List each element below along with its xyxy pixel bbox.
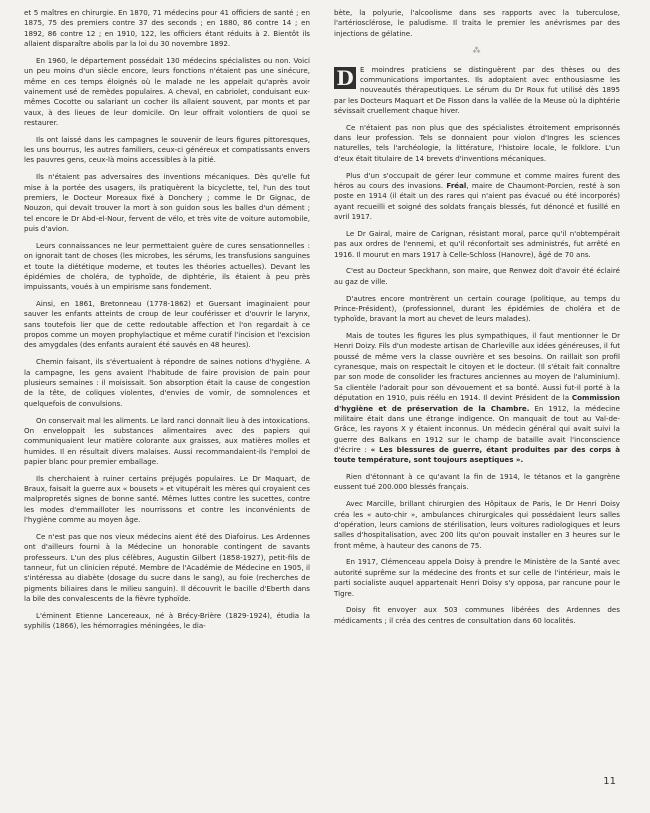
paragraph: En 1917, Clémenceau appela Doisy à prendre le Ministère de la Santé avec autorité suprême sur la médecine des fronts et sur celle de l'intérieur, mais le parti socialiste auquel appartenait Henri Doisy s'y opposa, par rancune pour le Tigre. bbox=[334, 557, 620, 598]
paragraph: Doisy fit envoyer aux 503 communes libérées des Ardennes des médicaments ; il créa des centres de consultation dans 60 localités. bbox=[334, 605, 620, 625]
paragraph: et 5 maîtres en chirurgie. En 1870, 71 médecins pour 41 officiers de santé ; en 1875, 75 des premiers contre 37 des seconds ; en 1880, 86 contre 14 ; en 1892, 86 contre 12 ; en 1910, 122, les officiers étant réduits à 2. Bientôt ils allaient disparaître abolis par la loi du 30 novembre 1892. bbox=[24, 8, 310, 49]
dropcap-text: E moindres praticiens se distinguèrent par des thèses ou des communications importantes. Ils adoptaient avec enthousiasme les nouveautés thérapeutiques. Le sérum du Dr Roux fut utilisé dès 1895 par les Docteurs Maquart et De Fisson dans la vallée de la Meuse où la diphtérie sévissait cruellement chaque hiver. bbox=[334, 64, 620, 115]
paragraph: Leurs connaissances ne leur permettaient guère de cures sensationnelles : on ignorait tant de choses (les microbes, les sérums, les transfusions sanguines et toute la diététique moderne, et toutes les théories actuelles). Devant les épidémies de choléra, de typhoïde, de diphtérie, ils étaient à peu près impuissants, voués à un empirisme sans fondement. bbox=[24, 240, 310, 292]
paragraph: Ils cherchaient à ruiner certains préjugés populaires. Le Dr Maquart, de Braux, faisait la guerre aux « bousets » et vitupérait les mères qui croyaient ces malpropretés signes de bonne santé. Mêmes luttes contre les sucettes, contre les modes d'emmailloter les nourrissons et contre les inconvénients de l'hygiène comme au moyen âge. bbox=[24, 473, 310, 525]
paragraph: Rien d'étonnant à ce qu'avant la fin de 1914, le tétanos et la gangrène eussent tué 200.000 blessés français. bbox=[334, 472, 620, 492]
paragraph: Ils n'étaient pas adversaires des inventions mécaniques. Dès qu'elle fut mise à la portée des usagers, ils pratiquèrent la bicyclette, tel, l'un des tout premiers, le Docteur Moreaux fixé à Donchery ; comme le Dr Gignac, de Nouzon, qui devait trouver la mort à son guidon sous les balles d'un dément ; tel encore le Dr Abd-el-Nour, fervent de vélo, et très vite de voiture automobile, puis d'avion. bbox=[24, 172, 310, 234]
paragraph: Ce n'étaient pas non plus que des spécialistes étroitement emprisonnés dans leur profession. Tels se donnaient pour violon d'Ingres les sciences naturelles, tels l'archéologie, la littérature, l'histoire locale, le folklore. L'un d'eux était titulaire de 14 brevets d'inventions mécaniques. bbox=[334, 122, 620, 163]
paragraph: C'est au Docteur Speckhann, son maire, que Renwez doit d'avoir été éclairé au gaz de ville. bbox=[334, 266, 620, 286]
dropcap-paragraph bbox=[334, 65, 620, 117]
paragraph: Avec Marcille, brillant chirurgien des Hôpitaux de Paris, le Dr Henri Doisy créa les « auto-chir », ambulances chirurgicales qui possédaient leurs salles d'opération, leurs camions de stérilisation, leurs voitures radiologiques et leurs salles d'hospitalisation, avec 200 lits qu'on pouvait installer en 3 heures sur le front même, à hauteur des canons de 75. bbox=[334, 499, 620, 550]
paragraph: On conservait mal les aliments. Le lard ranci donnait lieu à des intoxications. On enveloppait les substances alimentaires avec des papiers qui communiquaient leur matière colorante aux graisses, aux matières molles et humides. Il en résultait divers malaises. Aussi recommandaient-ils l'emploi de papier blanc pour premier emballage. bbox=[24, 415, 310, 466]
paragraph: Ce n'est pas que nos vieux médecins aient été des Diafoirus. Les Ardennes ont d'ailleurs fourni à la Médecine un honorable contingent de savants professeurs. L'un des plus célèbres, Augustin Gilbert (1858-1927), petit-fils de tanneur, fut un clinicien réputé. Membre de l'Académie de Médecine en 1905, il s'intéressa au diabète (dosage du sucre dans le sang), au foie (recherches de pigments biliaires dans le milieu sanguin). Il découvrit le bacille d'Eberth dans la bile des convalescents de la fièvre typhoïde. bbox=[24, 531, 310, 604]
paragraph: L'éminent Etienne Lancereaux, né à Brécy-Brière (1829-1924), étudia la syphilis (1866), les hémorragies méningées, le dia- bbox=[24, 610, 310, 631]
paragraph: bète, la polyurie, l'alcoolisme dans ses rapports avec la tuberculose, l'artériosclérose, le paludisme. Il traita le premier les anévrismes par des injections de gélatine. bbox=[334, 8, 620, 38]
paragraph: En 1960, le département possédait 130 médecins spécialistes ou non. Voici un peu moins d'un siècle encore, leurs fonctions n'étaient pas une sinécure, même en ces temps éloignés où le malade ne les appelait qu'après avoir vainement usé de remèdes populaires. A cheval, en cabriolet, conduisant eux-mêmes Cocotte ou salariant un cocher ils allaient souvent, par monts et par vaux, à des lieues de leur domicile. On leur offrait volontiers de quoi se restaurer. bbox=[24, 55, 310, 127]
drop-cap: D bbox=[334, 67, 356, 89]
paragraph: Plus d'un s'occupait de gérer leur commune et comme maires furent des héros au cours des invasions. Fréal, maire de Chaumont-Porcien, resté à son poste en 1914 (il était un des rares qui n'aient pas évacué ou été incorporés) ayant recueilli et soigné des soldats français blessés, fut dénoncé et fusillé en avril 1917. bbox=[334, 170, 620, 221]
section-ornament: ⁂ bbox=[472, 45, 482, 55]
paragraph: Ainsi, en 1861, Bretonneau (1778-1862) et Guersant imaginaient pour sauver les enfants atteints de croup de leur couférisser et d'ouvrir le larynx, sans toutefois lier que de cette redoutable affection et l'on regardait à ce propos comme un moyen prophylactique et même curatif l'incision et l'excision des amygdales (des enfants auraient été sauvés en 48 heures). bbox=[24, 299, 310, 350]
page-number: 11 bbox=[603, 776, 616, 787]
paragraph: D'autres encore montrèrent un certain courage (politique, au temps du Prince-Président), (professionnel, durant les épidémies de choléra et de typhoïde, bravant la mort au chevet de leurs malades). bbox=[334, 293, 620, 324]
paragraph: Chemin faisant, ils s'évertuaient à répondre de saines notions d'hygiène. A la campagne, les gens avaient l'habitude de faire provision de pain pour plusieurs semaines : il moisissait. Son absorption était la cause de congestion de la tête, de coliques violentes, d'envies de vomir, de somnolences et quelquefois de convulsions. bbox=[24, 357, 310, 408]
paragraph: Ils ont laissé dans les campagnes le souvenir de leurs figures pittoresques, les uns bourrus, les autres familiers, ceux-ci généreux et compatissants envers les pauvres gens, ceux-là moins accessibles à la pitié. bbox=[24, 134, 310, 165]
left-column bbox=[24, 8, 310, 638]
right-column bbox=[334, 8, 620, 633]
paragraph: Mais de toutes les figures les plus sympathiques, il faut mentionner le Dr Henri Doizy. Fils d'un modeste artisan de Charleville aux idées généreuses, il fut poussé de même vers la classe ouvrière et ses besoins. On raillait son profil cyranesque, mais on respectait le citoyen et le docteur. (Il s'était fait connaître par son mode de consolider les fractures anciennes au moyen de l'aluminium). Sa clientèle l'adorait pour son dévouement et sa bonté. Aussi fut-il porté à la députation en 1910, puis réélu en 1914. Il devint Président de la Commission d'hygiène et de préservation de la Chambre. En 1912, la médecine militaire était dans une étrange indigence. On manquait de tout au Val-de-Grâce, les rayons X y étaient inconnus. Un médecin général qui avait suivi la guerre des Balkans en 1912 sur le champ de bataille avait l'inconscience d'écrire : « Les blessures de guerre, étant produites par des corps à toute température, sont toujours aseptiques ». bbox=[334, 331, 620, 465]
paragraph: Le Dr Gairal, maire de Carignan, résistant moral, parce qu'il n'obtempérait pas aux ordres de l'ennemi, et qu'il réconfortait ses administrés, fut arrêté en 1916. Il mourut en mars 1917 à Celle-Schloss (Hanovre), âgé de 70 ans. bbox=[334, 228, 620, 259]
